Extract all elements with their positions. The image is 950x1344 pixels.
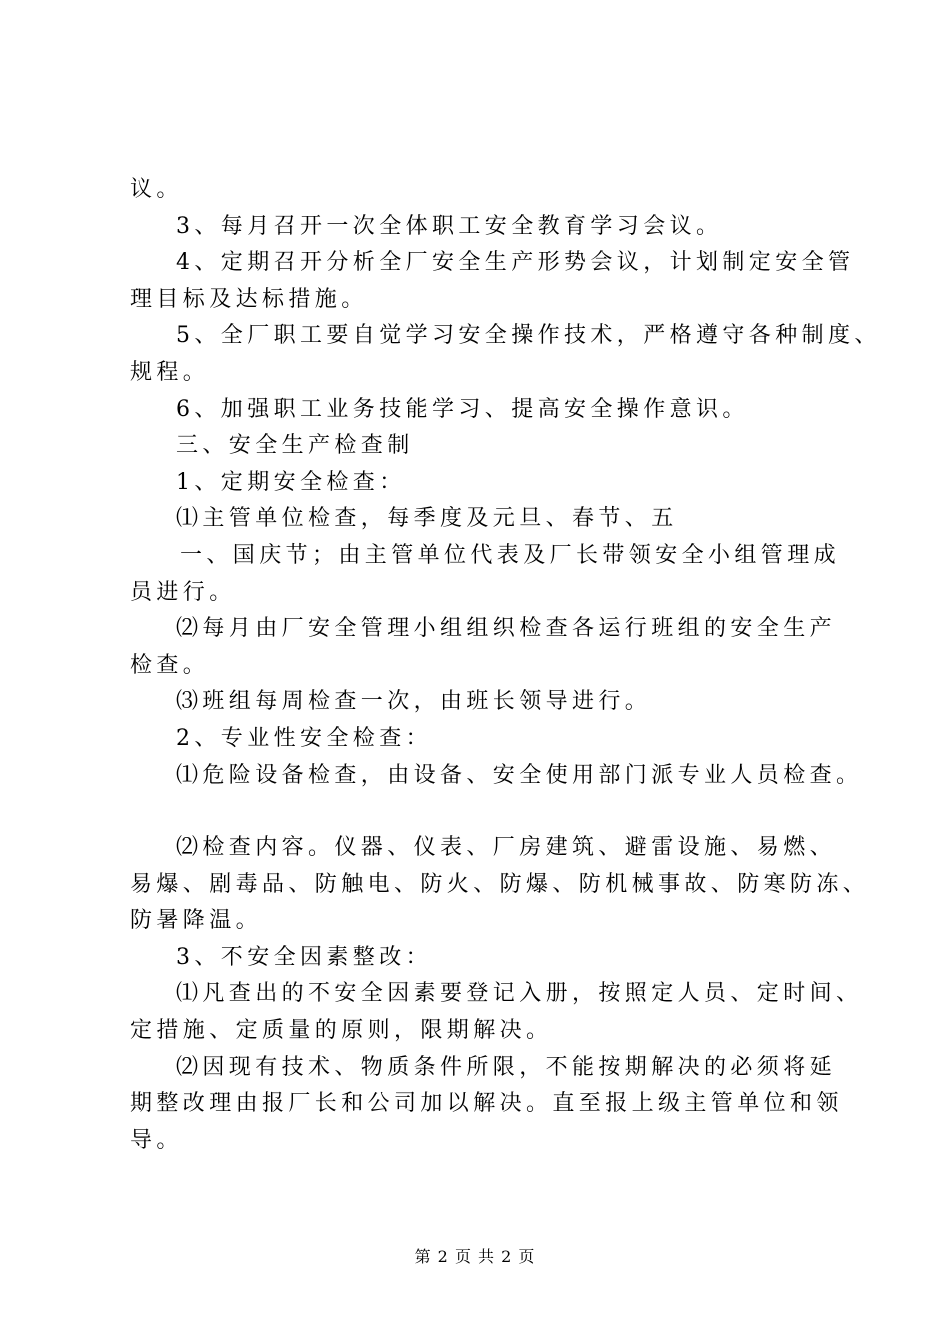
text-line: 理目标及达标措施。 xyxy=(130,286,368,312)
text-line: ⑵因现有技术、物质条件所限，不能按期解决的必须将延 xyxy=(176,1054,837,1080)
document-body xyxy=(130,172,881,1159)
subsection-heading: 3、不安全因素整改： xyxy=(176,944,432,970)
text-line: 导。 xyxy=(130,1127,183,1153)
text-line: 3、每月召开一次全体职工安全教育学习会议。 xyxy=(176,213,723,239)
text-line: 一、国庆节；由主管单位代表及厂长带领安全小组管理成 xyxy=(180,542,841,568)
text-line: 4、定期召开分析全厂安全生产形势会议，计划制定安全管 xyxy=(176,250,855,276)
text-line: ⑶班组每周检查一次，由班长领导进行。 xyxy=(176,689,652,715)
text-line: ⑴危险设备检查，由设备、安全使用部门派专业人员检查。 xyxy=(176,762,863,788)
text-line: 易爆、剧毒品、防触电、防火、防爆、防机械事故、防寒防冻、 xyxy=(130,871,870,897)
text-line: 规程。 xyxy=(130,359,210,385)
section-heading: 三、安全生产检查制 xyxy=(176,433,414,459)
paragraph-gap xyxy=(130,794,850,830)
subsection-heading: 2、专业性安全检查： xyxy=(176,725,432,751)
text-line: ⑵检查内容。仪器、仪表、厂房建筑、避雷设施、易燃、 xyxy=(176,835,837,861)
text-line: ⑴凡查出的不安全因素要登记入册，按照定人员、定时间、 xyxy=(176,981,863,1007)
text-line: ⑵每月由厂安全管理小组组织检查各运行班组的安全生产 xyxy=(176,616,837,642)
page-number-footer: 第 2 页 共 2 页 xyxy=(414,1247,536,1266)
text-line: 防暑降温。 xyxy=(130,908,263,934)
text-line: 5、全厂职工要自觉学习安全操作技术，严格遵守各种制度、 xyxy=(176,323,881,349)
text-line: 6、加强职工业务技能学习、提高安全操作意识。 xyxy=(176,396,749,422)
text-line: 员进行。 xyxy=(130,579,236,605)
text-line: 检查。 xyxy=(130,652,210,678)
subsection-heading: 1、定期安全检查： xyxy=(176,469,406,495)
text-line: ⑴主管单位检查，每季度及元旦、春节、五 xyxy=(176,506,678,532)
text-line: 定措施、定质量的原则，限期解决。 xyxy=(130,1018,553,1044)
text-line: 期整改理由报厂长和公司加以解决。直至报上级主管单位和领 xyxy=(130,1091,843,1117)
text-line: 议。 xyxy=(130,177,183,202)
